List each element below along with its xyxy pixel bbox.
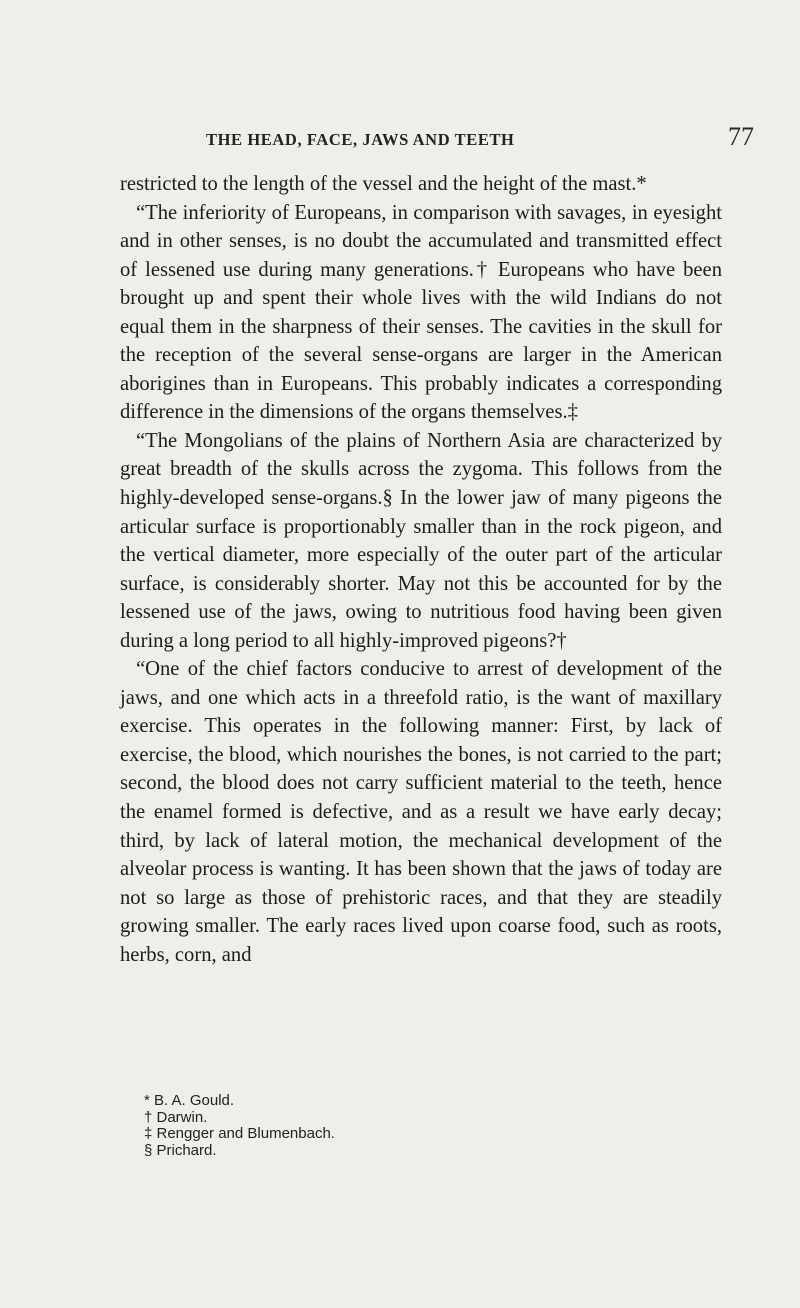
paragraph-continuation: restricted to the length of the vessel and the height of the mast.* — [120, 173, 647, 195]
running-title: THE HEAD, FACE, JAWS AND TEETH — [206, 130, 515, 149]
running-head — [120, 122, 754, 158]
footnote: † Darwin. — [144, 1108, 208, 1126]
footnote: * B. A. Gould. — [144, 1092, 235, 1109]
footnote: § Prichard. — [144, 1141, 217, 1159]
paragraph-maxillary-exercise: “One of the chief factors conducive to arrest of development of the jaws, and one which acts in a threefold ratio, is the want of maxillary exercise. This operates in the following manner: First, by lack of exercise, the blood, which nourishes the bones, is not carried to the part; second, the blood does not carry sufficient material to the teeth, hence the enamel formed is defective, and as a result we have early decay; third, by lack of lateral motion, the mechanical development of the alveolar process is wanting. It has been shown that the jaws of today are not so large as those of prehistoric races, and that they are steadily growing smaller. The early races lived upon coarse food, such as roots, herbs, corn, and — [120, 658, 722, 966]
paragraph-mongolians: “The Mongolians of the plains of Northern Asia are characterized by great breadth of the skulls across the zygoma. This follows from the highly-developed sense-organs.§ In the lower jaw of many pigeons the articular surface is proportionably smaller than in the rock pigeon, and the vertical diameter, more especially of the outer part of the articular surface, is considerably shorter. May not this be accounted for by the lessened use of the jaws, owing to nutritious food having been given during a long period to all highly-improved pigeons?† — [120, 429, 722, 652]
footnotes — [144, 1093, 704, 1159]
footnote: ‡ Rengger and Blumenbach. — [144, 1125, 335, 1142]
paragraph-inferiority-of-europeans: “The inferiority of Europeans, in comparison with savages, in eyesight and in other senses, is no doubt the accumulated and transmitted effect of lessened use during many generations.† Europeans who have been brought up and spent their whole lives with the wild Indians do not equal them in the sharpness of their senses. The cavities in the skull for the reception of the several sense-organs are larger in the American aborigines than in Europeans. This probably indicates a corresponding difference in the dimensions of the organs themselves.‡ — [120, 201, 722, 424]
body-text — [120, 170, 722, 969]
page-number: 77 — [728, 122, 754, 151]
